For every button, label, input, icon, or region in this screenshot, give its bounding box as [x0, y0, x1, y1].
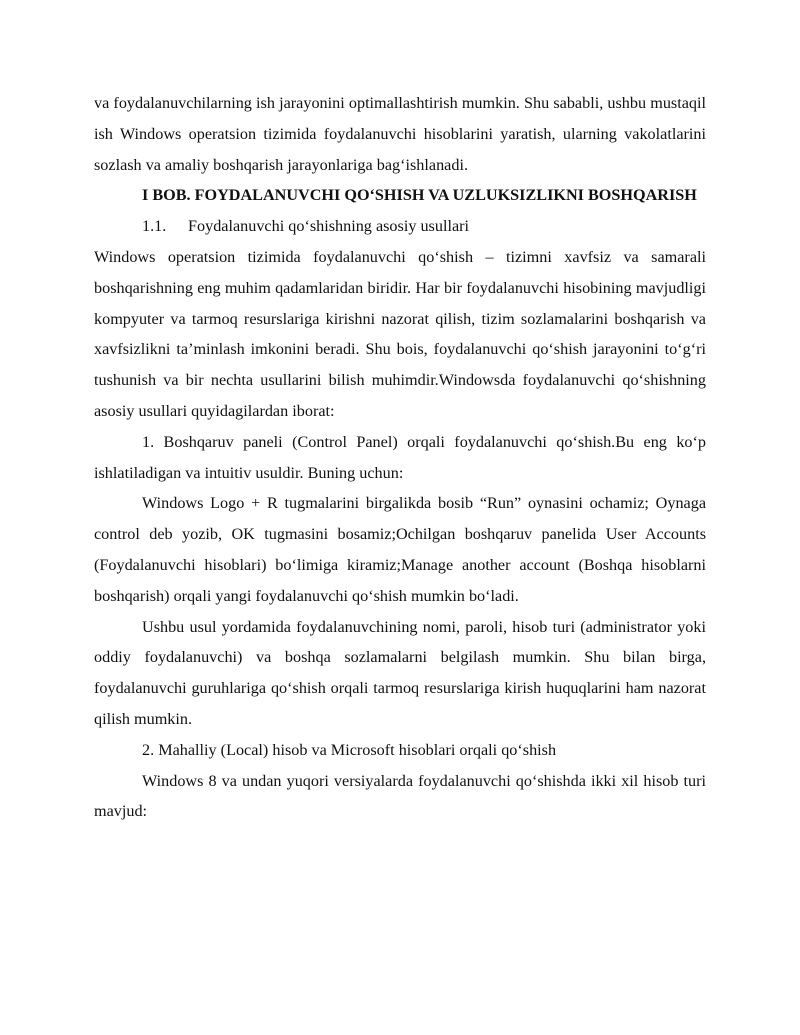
- paragraph-2: 1. Boshqaruv paneli (Control Panel) orqali foydalanuvchi qo‘shish.Bu eng ko‘p ishlatiladigan va intuitiv usuldir. Buning uchun:: [94, 432, 706, 482]
- paragraph-5: 2. Mahalliy (Local) hisob va Microsoft hisoblari orqali qo‘shish: [142, 740, 557, 759]
- paragraph-6: Windows 8 va undan yuqori versiyalarda foydalanuvchi qo‘shishda ikki xil hisob turi mavjud:: [94, 771, 706, 821]
- paragraph-1: Windows operatsion tizimida foydalanuvchi qo‘shish – tizimni xavfsiz va samarali boshqarishning eng muhim qadamlaridan biridir. Har bir foydalanuvchi hisobining mavjudligi kompyuter va tarmoq resurslariga kirishni nazorat qilish, tizim sozlamalarini boshqarish va xavfsizlikni ta’minlash imkonini beradi. Shu bois, foydalanuvchi qo‘shish jarayonini to‘g‘ri tushunish va bir nechta usullarini bilish muhimdir.Windowsda foydalanuvchi qo‘shishning asosiy usullari quyidagilardan iborat:: [94, 247, 706, 420]
- paragraph-4: Ushbu usul yordamida foydalanuvchining nomi, paroli, hisob turi (administrator yoki oddiy foydalanuvchi) va boshqa sozlamalarni belgilash mumkin. Shu bilan birga, foydalanuvchi guruhlariga qo‘shish orqali tarmoq resurslariga kirish huquqlarini ham nazorat qilish mumkin.: [94, 617, 706, 728]
- section-heading: [94, 211, 706, 242]
- section-title: Foydalanuvchi qo‘shishning asosiy usullari: [188, 217, 470, 236]
- intro-paragraph: va foydalanuvchilarning ish jarayonini optimallashtirish mumkin. Shu sababli, ushbu mustaqil ish Windows operatsion tizimida foydalanuvchi hisoblarini yaratish, ularning vakolatlarini sozlash va amaliy boshqarish jarayonlariga bag‘ishlanadi.: [94, 94, 706, 174]
- chapter-heading: I BOB. FOYDALANUVCHI QO‘SHISH VA UZLUKSIZLIKNI BOSHQARISH: [142, 186, 697, 205]
- paragraph-3: Windows Logo + R tugmalarini birgalikda bosib “Run” oynasini ochamiz; Oynaga control deb yozib, OK tugmasini bosamiz;Ochilgan boshqaruv panelida User Accounts (Foydalanuvchi hisoblari) bo‘limiga kiramiz;Manage another account (Boshqa hisoblarni boshqarish) orqali yangi foydalanuvchi qo‘shish mumkin bo‘ladi.: [94, 494, 706, 605]
- section-number: 1.1.: [142, 217, 167, 236]
- document-page: [94, 88, 706, 827]
